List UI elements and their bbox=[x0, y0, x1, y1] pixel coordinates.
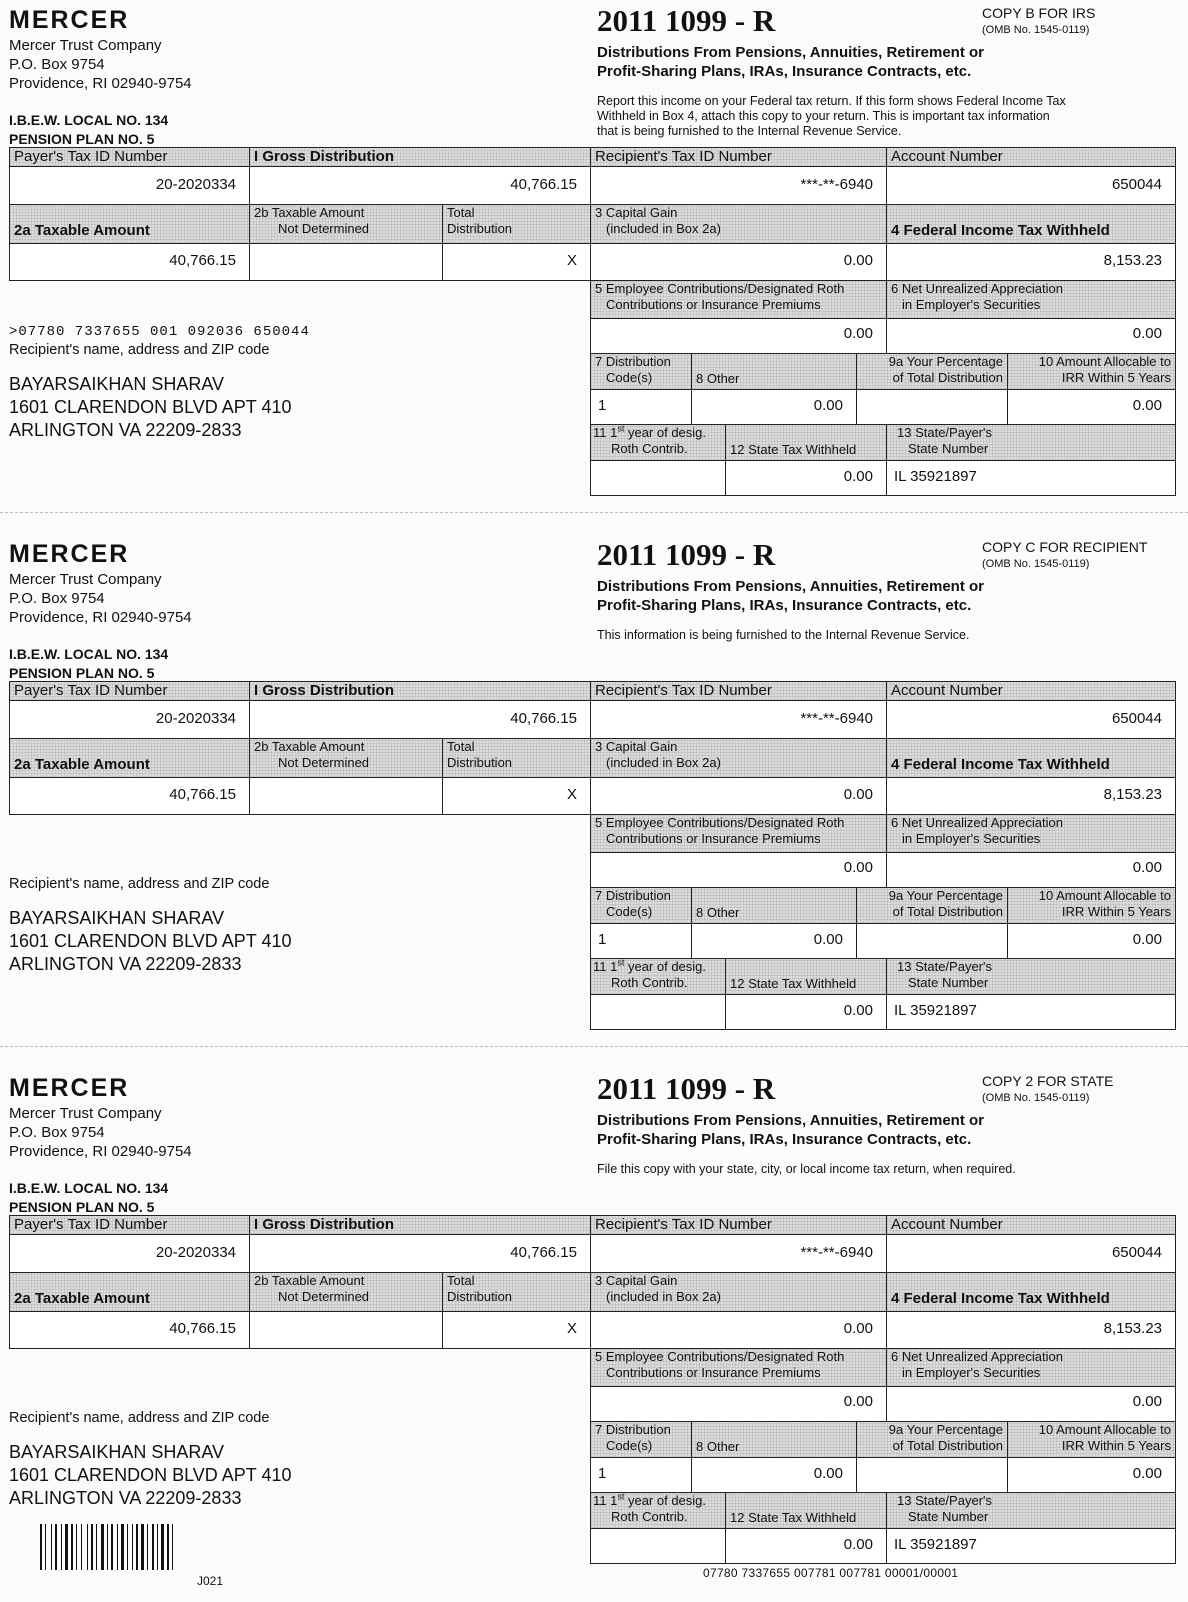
distribution-code-label: 7 Distribution Code(s) bbox=[590, 353, 692, 390]
recipient-tin-label: Recipient's Tax ID Number bbox=[590, 1215, 887, 1235]
instruction-line: File this copy with your state, city, or local income tax return, when required. bbox=[597, 1162, 1016, 1176]
mercer-logo: MERCER bbox=[9, 6, 130, 34]
distribution-code-label: 7 Distribution Code(s) bbox=[590, 1421, 692, 1458]
form-subtitle-line2: Profit-Sharing Plans, IRAs, Insurance Contracts, etc. bbox=[597, 597, 972, 614]
payer-address-line2: Providence, RI 02940-9754 bbox=[9, 1143, 192, 1160]
percentage-label: 9a Your Percentage of Total Distribution bbox=[856, 887, 1008, 924]
copy-instructions bbox=[597, 1162, 1016, 1177]
copy-label-block bbox=[982, 540, 1147, 572]
capital-gain-value: 0.00 bbox=[843, 1320, 873, 1337]
recipient-city: ARLINGTON VA 22209-2833 bbox=[9, 954, 242, 974]
total-distribution-label: Total Distribution bbox=[442, 738, 591, 778]
distribution-code-value: 1 bbox=[598, 397, 607, 414]
account-number-label: Account Number bbox=[886, 147, 1176, 167]
plan-line1: I.B.E.W. LOCAL NO. 134 bbox=[9, 112, 169, 128]
fed-tax-withheld-label: 4 Federal Income Tax Withheld bbox=[886, 1272, 1176, 1312]
recipient-tin-label: Recipient's Tax ID Number bbox=[590, 681, 887, 701]
gross-distribution-label: I Gross Distribution bbox=[249, 1215, 591, 1235]
instruction-line: This information is being furnished to the Internal Revenue Service. bbox=[597, 628, 970, 642]
total-distribution-label: Total Distribution bbox=[442, 1272, 591, 1312]
barcode-bar bbox=[167, 1524, 169, 1570]
recipient-block-label: Recipient's name, address and ZIP code bbox=[9, 1410, 270, 1426]
copy-label-block bbox=[982, 6, 1095, 38]
irr-label: 10 Amount Allocable to IRR Within 5 Years bbox=[1007, 887, 1176, 924]
barcode-bar bbox=[152, 1524, 154, 1570]
barcode-bar bbox=[87, 1524, 88, 1570]
recipient-tin-label: Recipient's Tax ID Number bbox=[590, 147, 887, 167]
payer-tin-label: Payer's Tax ID Number bbox=[9, 1215, 250, 1235]
plan-line1: I.B.E.W. LOCAL NO. 134 bbox=[9, 1180, 169, 1196]
nua-value: 0.00 bbox=[1132, 1393, 1162, 1410]
recipient-name: BAYARSAIKHAN SHARAV bbox=[9, 374, 225, 394]
omb-number: (OMB No. 1545-0119) bbox=[982, 1092, 1090, 1104]
employee-contrib-label: 5 Employee Contributions/Designated Roth Contributions or Insurance Premiums bbox=[590, 1348, 887, 1387]
taxable-amount-value: 40,766.15 bbox=[169, 786, 236, 803]
employee-contrib-value: 0.00 bbox=[843, 325, 873, 342]
gross-distribution-value: 40,766.15 bbox=[510, 710, 577, 727]
barcode-bar bbox=[91, 1524, 93, 1570]
capital-gain-value: 0.00 bbox=[843, 786, 873, 803]
total-distribution-mark: X bbox=[566, 1320, 577, 1337]
other-value: 0.00 bbox=[813, 397, 843, 414]
state-tax-withheld-label: 12 State Tax Withheld bbox=[725, 1492, 887, 1529]
payer-tin-label: Payer's Tax ID Number bbox=[9, 681, 250, 701]
barcode-bar bbox=[157, 1524, 158, 1570]
form-copy bbox=[0, 1068, 1188, 1602]
other-value: 0.00 bbox=[813, 931, 843, 948]
state-number-label: 13 State/Payer's State Number bbox=[886, 958, 1176, 995]
account-number-value: 650044 bbox=[1111, 710, 1162, 727]
recipient-street: 1601 CLARENDON BLVD APT 410 bbox=[9, 931, 292, 951]
payer-address-line1: P.O. Box 9754 bbox=[9, 1124, 105, 1141]
recipient-block-label: Recipient's name, address and ZIP code bbox=[9, 876, 270, 892]
state-number-value: IL 35921897 bbox=[894, 468, 977, 485]
state-tax-withheld-value: 0.00 bbox=[843, 1536, 873, 1553]
barcode-bar bbox=[172, 1524, 173, 1570]
fed-tax-withheld-label: 4 Federal Income Tax Withheld bbox=[886, 204, 1176, 244]
irr-value: 0.00 bbox=[1132, 931, 1162, 948]
form-title: 2011 1099 - R bbox=[597, 537, 776, 572]
form-subtitle-line1: Distributions From Pensions, Annuities, Retirement or bbox=[597, 44, 984, 61]
recipient-tin-value: ***-**-6940 bbox=[800, 176, 873, 193]
payer-tin-value: 20-2020334 bbox=[155, 1244, 236, 1261]
percentage-label: 9a Your Percentage of Total Distribution bbox=[856, 1421, 1008, 1458]
irr-label: 10 Amount Allocable to IRR Within 5 Years bbox=[1007, 1421, 1176, 1458]
account-number-value: 650044 bbox=[1111, 176, 1162, 193]
copy-label-block bbox=[982, 1074, 1113, 1106]
taxable-not-determined-label: 2b Taxable Amount Not Determined bbox=[249, 1272, 443, 1312]
capital-gain-value: 0.00 bbox=[843, 252, 873, 269]
recipient-tin-value: ***-**-6940 bbox=[800, 1244, 873, 1261]
taxable-amount-value: 40,766.15 bbox=[169, 1320, 236, 1337]
payer-name: Mercer Trust Company bbox=[9, 37, 162, 54]
barcode-bar bbox=[161, 1524, 164, 1570]
recipient-street: 1601 CLARENDON BLVD APT 410 bbox=[9, 397, 292, 417]
barcode-bar bbox=[141, 1524, 144, 1570]
form-title: 2011 1099 - R bbox=[597, 3, 776, 38]
taxable-amount-value: 40,766.15 bbox=[169, 252, 236, 269]
barcode-bar bbox=[101, 1524, 104, 1570]
recipient-city: ARLINGTON VA 22209-2833 bbox=[9, 420, 242, 440]
employee-contrib-value: 0.00 bbox=[843, 1393, 873, 1410]
gross-distribution-value: 40,766.15 bbox=[510, 1244, 577, 1261]
nua-label: 6 Net Unrealized Appreciation in Employer's Securities bbox=[886, 814, 1176, 853]
taxable-not-determined-label: 2b Taxable Amount Not Determined bbox=[249, 738, 443, 778]
irr-value: 0.00 bbox=[1132, 1465, 1162, 1482]
taxable-not-determined-label: 2b Taxable Amount Not Determined bbox=[249, 204, 443, 244]
account-number-value: 650044 bbox=[1111, 1244, 1162, 1261]
capital-gain-label: 3 Capital Gain (included in Box 2a) bbox=[590, 204, 887, 244]
roth-year-label: 11 1st year of desig. Roth Contrib. bbox=[590, 1492, 726, 1529]
taxable-amount-label: 2a Taxable Amount bbox=[9, 204, 250, 244]
barcode-bar bbox=[71, 1524, 73, 1570]
state-tax-withheld-value: 0.00 bbox=[843, 1002, 873, 1019]
account-number-label: Account Number bbox=[886, 681, 1176, 701]
payer-name: Mercer Trust Company bbox=[9, 571, 162, 588]
employee-contrib-label: 5 Employee Contributions/Designated Roth Contributions or Insurance Premiums bbox=[590, 814, 887, 853]
perforation-line bbox=[0, 512, 1188, 513]
recipient-name: BAYARSAIKHAN SHARAV bbox=[9, 1442, 225, 1462]
instruction-line: Withheld in Box 4, attach this copy to your return. This is important tax information bbox=[597, 109, 1050, 123]
plan-line2: PENSION PLAN NO. 5 bbox=[9, 665, 155, 681]
state-tax-withheld-value: 0.00 bbox=[843, 468, 873, 485]
payer-address-line2: Providence, RI 02940-9754 bbox=[9, 75, 192, 92]
taxable-amount-label: 2a Taxable Amount bbox=[9, 738, 250, 778]
roth-year-label: 11 1st year of desig. Roth Contrib. bbox=[590, 958, 726, 995]
fed-tax-withheld-label: 4 Federal Income Tax Withheld bbox=[886, 738, 1176, 778]
capital-gain-label: 3 Capital Gain (included in Box 2a) bbox=[590, 1272, 887, 1312]
recipient-name: BAYARSAIKHAN SHARAV bbox=[9, 908, 225, 928]
distribution-code-value: 1 bbox=[598, 1465, 607, 1482]
form-subtitle-line2: Profit-Sharing Plans, IRAs, Insurance Contracts, etc. bbox=[597, 63, 972, 80]
instruction-line: that is being furnished to the Internal Revenue Service. bbox=[597, 124, 902, 138]
nua-label: 6 Net Unrealized Appreciation in Employer's Securities bbox=[886, 1348, 1176, 1387]
footer-scanline: 07780 7337655 007781 007781 00001/00001 bbox=[703, 1566, 959, 1580]
copy-instructions bbox=[597, 628, 969, 643]
state-tax-withheld-label: 12 State Tax Withheld bbox=[725, 424, 887, 461]
total-distribution-mark: X bbox=[566, 786, 577, 803]
irr-label: 10 Amount Allocable to IRR Within 5 Years bbox=[1007, 353, 1176, 390]
barcode-bar bbox=[132, 1524, 133, 1570]
form-title: 2011 1099 - R bbox=[597, 1071, 776, 1106]
copy-label: COPY C FOR RECIPIENT bbox=[982, 539, 1148, 555]
recipient-city: ARLINGTON VA 22209-2833 bbox=[9, 1488, 242, 1508]
plan-line1: I.B.E.W. LOCAL NO. 134 bbox=[9, 646, 169, 662]
plan-line2: PENSION PLAN NO. 5 bbox=[9, 1199, 155, 1215]
payer-address-line1: P.O. Box 9754 bbox=[9, 590, 105, 607]
payer-address-line2: Providence, RI 02940-9754 bbox=[9, 609, 192, 626]
state-number-label: 13 State/Payer's State Number bbox=[886, 424, 1176, 461]
gross-distribution-label: I Gross Distribution bbox=[249, 681, 591, 701]
state-number-value: IL 35921897 bbox=[894, 1002, 977, 1019]
distribution-code-label: 7 Distribution Code(s) bbox=[590, 887, 692, 924]
other-label: 8 Other bbox=[691, 887, 857, 924]
employee-contrib-value: 0.00 bbox=[843, 859, 873, 876]
barcode-bar bbox=[65, 1524, 68, 1570]
roth-year-label: 11 1st year of desig. Roth Contrib. bbox=[590, 424, 726, 461]
recipient-block-label: Recipient's name, address and ZIP code bbox=[9, 342, 270, 358]
gross-distribution-label: I Gross Distribution bbox=[249, 147, 591, 167]
barcode-bar bbox=[117, 1524, 118, 1570]
barcode-bar bbox=[147, 1524, 148, 1570]
instruction-line: Report this income on your Federal tax return. If this form shows Federal Income Tax bbox=[597, 94, 1066, 108]
irr-value: 0.00 bbox=[1132, 397, 1162, 414]
account-number-label: Account Number bbox=[886, 1215, 1176, 1235]
recipient-street: 1601 CLARENDON BLVD APT 410 bbox=[9, 1465, 292, 1485]
payer-address-line1: P.O. Box 9754 bbox=[9, 56, 105, 73]
employee-contrib-label: 5 Employee Contributions/Designated Roth Contributions or Insurance Premiums bbox=[590, 280, 887, 319]
barcode-bar bbox=[111, 1524, 113, 1570]
distribution-code-value: 1 bbox=[598, 931, 607, 948]
other-label: 8 Other bbox=[691, 353, 857, 390]
perforation-line bbox=[0, 1046, 1188, 1047]
state-tax-withheld-label: 12 State Tax Withheld bbox=[725, 958, 887, 995]
total-distribution-mark: X bbox=[566, 252, 577, 269]
barcode-bar bbox=[121, 1524, 124, 1570]
barcode-bar bbox=[51, 1524, 52, 1570]
recipient-tin-value: ***-**-6940 bbox=[800, 710, 873, 727]
taxable-amount-label: 2a Taxable Amount bbox=[9, 1272, 250, 1312]
copy-label: COPY 2 FOR STATE bbox=[982, 1073, 1114, 1089]
payer-name: Mercer Trust Company bbox=[9, 1105, 162, 1122]
copy-label: COPY B FOR IRS bbox=[982, 5, 1096, 21]
form-copy bbox=[0, 534, 1188, 1068]
form-copy bbox=[0, 0, 1188, 534]
payer-tin-value: 20-2020334 bbox=[155, 176, 236, 193]
barcode-bar bbox=[107, 1524, 108, 1570]
other-label: 8 Other bbox=[691, 1421, 857, 1458]
payer-tin-label: Payer's Tax ID Number bbox=[9, 147, 250, 167]
nua-value: 0.00 bbox=[1132, 859, 1162, 876]
barcode-bar bbox=[61, 1524, 62, 1570]
barcode-text: J021 bbox=[197, 1574, 224, 1588]
omb-number: (OMB No. 1545-0119) bbox=[982, 558, 1090, 570]
barcode-bar bbox=[81, 1524, 82, 1570]
barcode-bar bbox=[127, 1524, 128, 1570]
scan-line: >07780 7337655 001 092036 650044 bbox=[9, 324, 310, 340]
percentage-label: 9a Your Percentage of Total Distribution bbox=[856, 353, 1008, 390]
form-subtitle-line2: Profit-Sharing Plans, IRAs, Insurance Contracts, etc. bbox=[597, 1131, 972, 1148]
state-number-value: IL 35921897 bbox=[894, 1536, 977, 1553]
mercer-logo: MERCER bbox=[9, 1074, 130, 1102]
copy-instructions bbox=[597, 94, 1066, 139]
barcode-bar bbox=[136, 1524, 138, 1570]
capital-gain-label: 3 Capital Gain (included in Box 2a) bbox=[590, 738, 887, 778]
omb-number: (OMB No. 1545-0119) bbox=[982, 24, 1090, 36]
barcode-image bbox=[40, 1524, 206, 1570]
barcode-bar bbox=[76, 1524, 77, 1570]
barcode-bar bbox=[45, 1524, 46, 1570]
mercer-logo: MERCER bbox=[9, 540, 130, 568]
other-value: 0.00 bbox=[813, 1465, 843, 1482]
form-subtitle-line1: Distributions From Pensions, Annuities, Retirement or bbox=[597, 578, 984, 595]
fed-tax-withheld-value: 8,153.23 bbox=[1103, 786, 1162, 803]
fed-tax-withheld-value: 8,153.23 bbox=[1103, 1320, 1162, 1337]
fed-tax-withheld-value: 8,153.23 bbox=[1103, 252, 1162, 269]
barcode-bar bbox=[96, 1524, 97, 1570]
state-number-label: 13 State/Payer's State Number bbox=[886, 1492, 1176, 1529]
barcode-bar bbox=[40, 1524, 42, 1570]
form-subtitle-line1: Distributions From Pensions, Annuities, Retirement or bbox=[597, 1112, 984, 1129]
nua-value: 0.00 bbox=[1132, 325, 1162, 342]
payer-tin-value: 20-2020334 bbox=[155, 710, 236, 727]
plan-line2: PENSION PLAN NO. 5 bbox=[9, 131, 155, 147]
barcode-bar bbox=[55, 1524, 57, 1570]
nua-label: 6 Net Unrealized Appreciation in Employer's Securities bbox=[886, 280, 1176, 319]
gross-distribution-value: 40,766.15 bbox=[510, 176, 577, 193]
total-distribution-label: Total Distribution bbox=[442, 204, 591, 244]
